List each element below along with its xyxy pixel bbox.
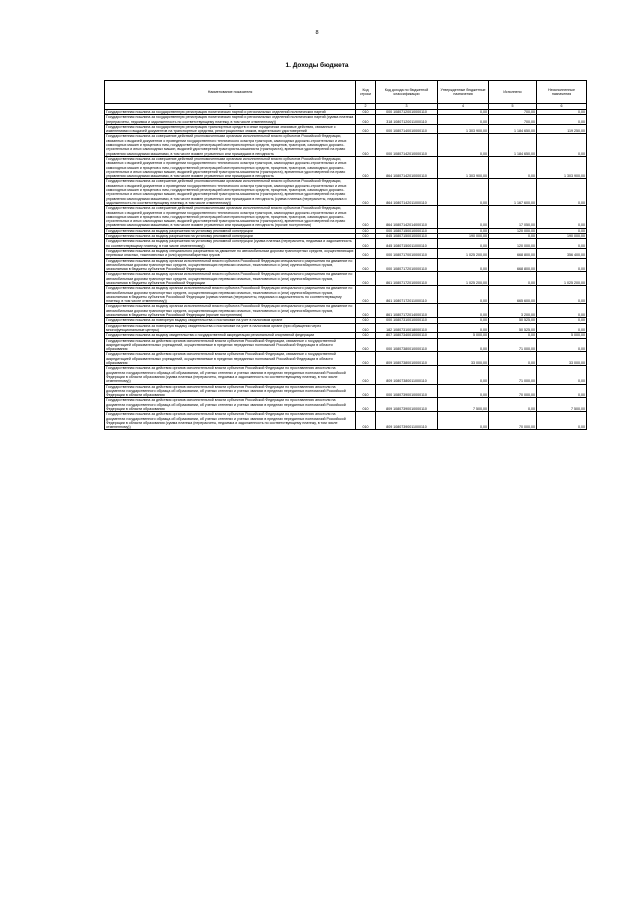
row-classification: 864 10807142010000110 (376, 156, 438, 178)
table-row (105, 272, 587, 286)
table-row (105, 258, 587, 272)
row-code: 010 (356, 134, 376, 156)
row-classification: 000 10807142010000110 (376, 134, 438, 156)
row-unexecuted: 356 400,00 (537, 248, 587, 258)
row-name: Государственная пошлина за выдачу свидетельства о государственной аккредитации региональной спортивной федерации (105, 333, 356, 338)
row-executed: 1 184 650,00 (489, 134, 537, 156)
row-name: Государственная пошлина за выдачу органом исполнительной власти субъекта Российской Федерации специального разрешения на движение по автомобильным дорогам транспортных средств, осуществляющих перевозки опасных, тяжеловесных и (или) крупногабаритных грузов, зачисляемая в бюджеты субъектов Российской Федерации (105, 258, 356, 272)
row-code: 010 (356, 352, 376, 366)
row-executed: 71 000,00 (489, 366, 537, 384)
row-name: Государственная пошлина за повторную выдачу свидетельства о постановке на учет в налоговом органе (105, 318, 356, 323)
row-executed: 3 200,00 (489, 304, 537, 318)
table-row (105, 124, 587, 134)
row-unexecuted: 0,00 (537, 239, 587, 249)
row-executed: 0,00 (489, 156, 537, 178)
row-approved: 0,00 (438, 228, 489, 233)
row-unexecuted: 119 250,00 (537, 124, 587, 134)
row-approved: 0,00 (438, 179, 489, 206)
table-row (105, 134, 587, 156)
header-code: Код строки (356, 81, 376, 104)
table-row (105, 239, 587, 249)
row-name: Государственная пошлина за действия органов исполнительной власти субъектов Российской Федерации по проставлению апостиля на документах государственного образца об образовании, об ученых степенях и ученых званиях в пределах переданных полномочий Российской Федерации в области образования (105, 384, 356, 398)
row-unexecuted: 7 500,00 (537, 398, 587, 412)
row-classification: 861 10807172011000110 (376, 286, 438, 304)
row-approved: 0,00 (438, 115, 489, 125)
table-row (105, 366, 587, 384)
header-approved: Утвержденные бюджетные назначения (438, 81, 489, 104)
row-name: Государственная пошлина за выдачу органом исполнительной власти субъекта Российской Федерации специального разрешения на движение по автомобильным дорогам транспортных средств, осуществляющих перевозки опасных, тяжеловесных и (или) крупногабаритных грузов, зачисляемая в бюджеты субъектов Российской Федерации (прочие поступления) (105, 304, 356, 318)
row-executed: 0,00 (489, 398, 537, 412)
budget-income-table (104, 80, 587, 430)
row-executed: 0,00 (489, 352, 537, 366)
row-unexecuted: 0,00 (537, 412, 587, 430)
row-name: Государственная пошлина за государственную регистрацию политических партий и региональных отделений политических партий (105, 110, 356, 115)
row-unexecuted: 0,00 (537, 384, 587, 398)
row-code: 010 (356, 228, 376, 233)
row-name: Государственная пошлина за действия органов исполнительной власти субъектов Российской Федерации по проставлению апостиля на документах государственного образца об образовании, об ученых степенях и ученых званиях в пределах переданных полномочий Российской Федерации в области образования (сумма платежа (перерасчеты, недоимка и задолженность по соответствующему платежу, в том числе отмененному)) (105, 366, 356, 384)
row-unexecuted: 0,00 (537, 366, 587, 384)
table-row (105, 115, 587, 125)
column-number: 2 (356, 104, 376, 110)
row-approved: 1 303 900,00 (438, 156, 489, 178)
row-code: 010 (356, 124, 376, 134)
row-approved: 190 000,00 (438, 234, 489, 239)
row-code: 010 (356, 412, 376, 430)
row-code: 010 (356, 384, 376, 398)
row-unexecuted: 1 303 900,00 (537, 156, 587, 178)
row-name: Государственная пошлина за выдачу разрешения на установку рекламной конструкции (105, 234, 356, 239)
row-classification: 845 10807150011000110 (376, 239, 438, 249)
row-approved: 0,00 (438, 384, 489, 398)
row-classification: 000 10807120010000110 (376, 110, 438, 115)
row-classification: 000 10807380010000110 (376, 338, 438, 352)
row-unexecuted: 0,00 (537, 110, 587, 115)
row-classification: 000 10807140010000110 (376, 124, 438, 134)
row-classification: 000 10807170010000110 (376, 248, 438, 258)
row-classification: 809 10807390010000110 (376, 398, 438, 412)
row-classification: 000 10807390010000110 (376, 384, 438, 398)
row-classification: 318 10807120011000110 (376, 115, 438, 125)
row-approved: 0,00 (438, 134, 489, 156)
row-approved: 0,00 (438, 258, 489, 272)
row-unexecuted: 0,00 (537, 286, 587, 304)
row-approved: 0,00 (438, 412, 489, 430)
row-code: 010 (356, 338, 376, 352)
row-executed: 71 000,00 (489, 338, 537, 352)
row-classification: 182 10807310018000110 (376, 323, 438, 333)
row-executed: 700,00 (489, 115, 537, 125)
table-row (105, 206, 587, 228)
row-unexecuted: 0,00 (537, 179, 587, 206)
row-executed: 668 800,00 (489, 248, 537, 258)
table-row (105, 398, 587, 412)
row-executed: 50 525,00 (489, 323, 537, 333)
row-executed: 0,00 (489, 333, 537, 338)
row-executed: 665 600,00 (489, 286, 537, 304)
row-unexecuted: 0,00 (537, 318, 587, 323)
header-unexecuted: Неисполненные назначения (537, 81, 587, 104)
row-executed: 120 000,00 (489, 228, 537, 233)
row-approved: 0,00 (438, 110, 489, 115)
row-unexecuted: 0,00 (537, 228, 587, 233)
table-row (105, 248, 587, 258)
header-executed: Исполнено (489, 81, 537, 104)
row-code: 010 (356, 333, 376, 338)
row-executed: 1 167 600,00 (489, 179, 537, 206)
row-code: 010 (356, 115, 376, 125)
row-classification: 845 10807150010000110 (376, 234, 438, 239)
row-code: 010 (356, 398, 376, 412)
column-number: 4 (438, 104, 489, 110)
table-row (105, 412, 587, 430)
row-code: 010 (356, 272, 376, 286)
row-name: Государственная пошлина за выдачу специального разрешения на движение по автомобильным дорогам транспортных средств, осуществляющих перевозки опасных, тяжеловесных и (или) крупногабаритных грузов (105, 248, 356, 258)
row-unexecuted: 0,00 (537, 338, 587, 352)
row-classification: 864 10807142014000110 (376, 206, 438, 228)
header-name: Наименование показателя (105, 81, 356, 104)
row-executed: 0,00 (489, 272, 537, 286)
row-name: Государственная пошлина за действия органов исполнительной власти субъектов Российской Федерации по проставлению апостиля на документах государственного образца об образовании, об ученых степенях и ученых званиях в пределах переданных полномочий Российской Федерации в области образования (105, 398, 356, 412)
row-classification: 864 10807142011000110 (376, 179, 438, 206)
column-number: 6 (537, 104, 587, 110)
row-name: Государственная пошлина за государственную регистрацию политических партий и региональных отделений политических партий (сумма платежа (перерасчеты, недоимка и задолженность по соответствующему платежу, в том числе отмененному)) (105, 115, 356, 125)
row-code: 010 (356, 110, 376, 115)
row-classification: 000 10807150010000110 (376, 228, 438, 233)
row-code: 010 (356, 286, 376, 304)
row-classification: 000 10807310010000110 (376, 318, 438, 323)
row-name: Государственная пошлина за выдачу разрешения на установку рекламной конструкции (сумма платежа (перерасчеты, недоимка и задолженность по соответствующему платежу, в том числе отмененному)) (105, 239, 356, 249)
row-code: 010 (356, 318, 376, 323)
table-row (105, 338, 587, 352)
table-row (105, 352, 587, 366)
row-approved: 0,00 (438, 286, 489, 304)
row-unexecuted: 0,00 (537, 134, 587, 156)
row-approved: 0,00 (438, 304, 489, 318)
row-approved: 0,00 (438, 323, 489, 333)
row-approved: 0,00 (438, 239, 489, 249)
row-unexecuted: 0,00 (537, 115, 587, 125)
table-body (105, 110, 587, 430)
table-row (105, 179, 587, 206)
row-classification: 000 10807172010000110 (376, 258, 438, 272)
row-code: 010 (356, 323, 376, 333)
row-executed: 120 000,00 (489, 239, 537, 249)
row-unexecuted: 0,00 (537, 206, 587, 228)
row-code: 010 (356, 234, 376, 239)
row-approved: 0,00 (438, 338, 489, 352)
row-unexecuted: 0,00 (537, 258, 587, 272)
row-executed: 668 800,00 (489, 258, 537, 272)
row-unexecuted: 0,00 (537, 304, 587, 318)
row-approved: 0,00 (438, 318, 489, 323)
row-classification: 861 10807172014000110 (376, 304, 438, 318)
row-code: 010 (356, 366, 376, 384)
row-name: Государственная пошлина за совершение действий уполномоченными органами исполнительной власти субъектов Российской Федерации, связанных с выдачей документов о проведении государственного технического осмотра тракторов, самоходных дорожно-строительных и иных самоходных машин и прицепов к ним, государственной регистрацией мототранспортных средств, прицепов, тракторов, самоходных дорожно-строительных и иных самоходных машин, выдачей удостоверений тракториста-машиниста (тракториста), временных удостоверений на право управления самоходными машинами, в том числе взамен утраченных или пришедших в негодность (сумма платежа (перерасчеты, недоимка и задолженность по соответствующему платежу, в том числе отмененному)) (105, 179, 356, 206)
row-approved: 33 000,00 (438, 352, 489, 366)
row-approved: 5 000,00 (438, 333, 489, 338)
row-code: 010 (356, 156, 376, 178)
row-code: 010 (356, 304, 376, 318)
table-row (105, 323, 587, 333)
row-name: Государственная пошлина за действия органов исполнительной власти субъектов Российской Федерации по проставлению апостиля на документах государственного образца об образовании, об ученых степенях и ученых званиях в пределах переданных полномочий Российской Федерации в области образования (сумма платежа (перерасчеты, недоимка и задолженность по соответствующему платежу, в том числе отмененному)) (105, 412, 356, 430)
row-executed: 70 000,00 (489, 384, 537, 398)
row-code: 010 (356, 179, 376, 206)
row-executed: 1 184 650,00 (489, 124, 537, 134)
section-title: 1. Доходы бюджета (285, 62, 349, 69)
row-executed: 17 050,00 (489, 206, 537, 228)
row-unexecuted: 1 025 200,00 (537, 272, 587, 286)
row-approved: 0,00 (438, 206, 489, 228)
row-name: Государственная пошлина за действия органов исполнительной власти субъектов Российской Федерации, связанные с государственной аккредитацией образовательных учреждений, осуществляемые в пределах переданных полномочий Российской Федерации в области образования (105, 352, 356, 366)
row-name: Государственная пошлина за повторную выдачу свидетельства о постановке на учет в налоговом органе (при обращении через многофункциональные центры) (105, 323, 356, 333)
row-name: Государственная пошлина за совершение действий уполномоченными органами исполнительной власти субъектов Российской Федерации, связанных с выдачей документов о проведении государственного технического осмотра тракторов, самоходных дорожно-строительных и иных самоходных машин и прицепов к ним, государственной регистрацией мототранспортных средств, прицепов, тракторов, самоходных дорожно-строительных и иных самоходных машин, выдачей удостоверений тракториста-машиниста (тракториста), временных удостоверений на право управления самоходными машинами, в том числе взамен утраченных или пришедших в негодность (105, 156, 356, 178)
table-row (105, 384, 587, 398)
row-unexecuted: 33 000,00 (537, 352, 587, 366)
row-name: Государственная пошлина за выдачу разрешения на установку рекламной конструкции (105, 228, 356, 233)
row-name: Государственная пошлина за выдачу органом исполнительной власти субъекта Российской Федерации специального разрешения на движение по автомобильным дорогам транспортных средств, осуществляющих перевозки опасных, тяжеловесных и (или) крупногабаритных грузов, зачисляемая в бюджеты субъектов Российской Федерации (сумма платежа (перерасчеты, недоимка и задолженность по соответствующему платежу, в том числе отмененному)) (105, 286, 356, 304)
row-classification: 809 10807380010000110 (376, 352, 438, 366)
row-classification: 861 10807172010000110 (376, 272, 438, 286)
row-unexecuted: 0,00 (537, 323, 587, 333)
table-row (105, 304, 587, 318)
row-classification: 807 10807340010000110 (376, 333, 438, 338)
row-approved: 0,00 (438, 366, 489, 384)
header-classification: Код дохода по бюджетной классификации (376, 81, 438, 104)
row-name: Государственная пошлина за совершение действий уполномоченными органами исполнительной власти субъектов Российской Федерации, связанных с выдачей документов о проведении государственного технического осмотра тракторов, самоходных дорожно-строительных и иных самоходных машин и прицепов к ним, государственной регистрацией мототранспортных средств, прицепов, тракторов, самоходных дорожно-строительных и иных самоходных машин, выдачей удостоверений тракториста-машиниста (тракториста), временных удостоверений на право управления самоходными машинами, в том числе взамен утраченных или пришедших в негодность (прочие поступления) (105, 206, 356, 228)
table-row (105, 286, 587, 304)
row-approved: 1 025 200,00 (438, 248, 489, 258)
row-executed: 70 000,00 (489, 412, 537, 430)
row-unexecuted: 5 000,00 (537, 333, 587, 338)
row-name: Государственная пошлина за совершение действий уполномоченными органами исполнительной власти субъектов Российской Федерации, связанных с выдачей документов о проведении государственного технического осмотра тракторов, самоходных дорожно-строительных и иных самоходных машин и прицепов к ним, государственной регистрацией мототранспортных средств, прицепов, тракторов, самоходных дорожно-строительных и иных самоходных машин, выдачей удостоверений тракториста-машиниста (тракториста), временных удостоверений на право управления самоходными машинами, в том числе взамен утраченных или пришедших в негодность (105, 134, 356, 156)
row-code: 010 (356, 206, 376, 228)
column-number: 1 (105, 104, 356, 110)
row-name: Государственная пошлина за выдачу органом исполнительной власти субъекта Российской Федерации специального разрешения на движение по автомобильным дорогам транспортных средств, осуществляющих перевозки опасных, тяжеловесных и (или) крупногабаритных грузов, зачисляемая в бюджеты субъектов Российской Федерации (105, 272, 356, 286)
row-code: 010 (356, 258, 376, 272)
table-header-row (105, 81, 587, 104)
row-code: 010 (356, 239, 376, 249)
row-classification: 809 10807390011000110 (376, 412, 438, 430)
row-executed: 50 525,00 (489, 318, 537, 323)
row-approved: 7 500,00 (438, 398, 489, 412)
row-name: Государственная пошлина за государственную регистрацию транспортных средств и иные юридически значимые действия, связанные с изменениями и выдачей документов на транспортные средства, регистрационных знаков, водительских удостоверений (105, 124, 356, 134)
row-executed: 0,00 (489, 234, 537, 239)
table-row (105, 156, 587, 178)
row-unexecuted: 190 000,00 (537, 234, 587, 239)
row-code: 010 (356, 248, 376, 258)
row-approved: 1 303 900,00 (438, 124, 489, 134)
page-number: 8 (315, 30, 319, 36)
column-number: 3 (376, 104, 438, 110)
column-number: 5 (489, 104, 537, 110)
row-name: Государственная пошлина за действия органов исполнительной власти субъектов Российской Федерации, связанные с государственной аккредитацией образовательных учреждений, осуществляемые в пределах переданных полномочий Российской Федерации в области образования (105, 338, 356, 352)
row-executed: 700,00 (489, 110, 537, 115)
row-approved: 1 025 200,00 (438, 272, 489, 286)
row-classification: 809 10807380011000110 (376, 366, 438, 384)
